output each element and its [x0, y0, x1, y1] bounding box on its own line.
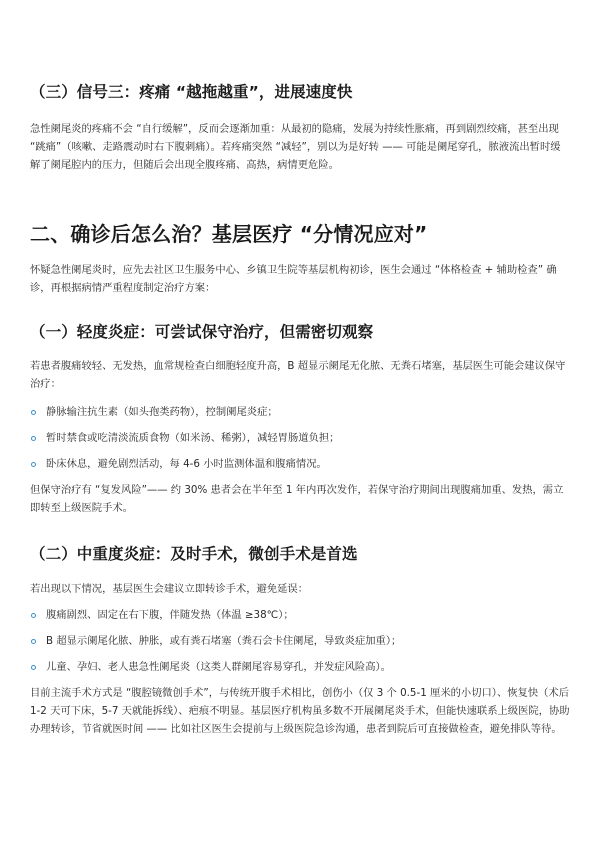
list-item-text: B 超显示阑尾化脓、肿胀，或有粪石堵塞（粪石会卡住阑尾，导致炎症加重）； [46, 635, 402, 647]
heading-treatment: 二、确诊后怎么治？基层医疗 “分情况应对” [30, 222, 428, 246]
list-item [30, 404, 570, 430]
paragraph-mild-intro: 若患者腹痛较轻、无发热，血常规检查白细胞轻度升高，B 超显示阑尾无化脓、无粪石堵塞，基层医生可能会建议保守治疗： [30, 360, 566, 390]
bullet-icon [31, 665, 36, 670]
list-item-text: 腹痛剧烈、固定在右下腹，伴随发热（体温 ≥38℃）； [46, 609, 294, 621]
list-item-text: 静脉输注抗生素（如头孢类药物），控制阑尾炎症； [46, 406, 278, 418]
list-item [30, 430, 570, 456]
list-mild-treatment [30, 404, 570, 482]
list-item [30, 456, 570, 482]
list-item [30, 633, 570, 659]
list-item-text: 儿童、孕妇、老人患急性阑尾炎（这类人群阑尾容易穿孔，并发症风险高）。 [46, 661, 391, 673]
bullet-icon [31, 436, 36, 441]
bullet-icon [31, 613, 36, 618]
heading-signal-three: （三）信号三：疼痛 “越拖越重”，进展速度快 [30, 83, 353, 101]
paragraph-treatment-intro: 怀疑急性阑尾炎时，应先去社区卫生服务中心、乡镇卫生院等基层机构初诊，医生会通过 “体格检查 + 辅助检查” 确诊，再根据病情严重程度制定治疗方案： [30, 264, 557, 294]
list-item [30, 659, 570, 685]
bullet-icon [31, 639, 36, 644]
bullet-icon [31, 410, 36, 415]
paragraph-mild-note: 但保守治疗有 “复发风险”—— 约 30% 患者会在半年至 1 年内再次发作，若保守治疗期间出现腹痛加重、发热，需立即转至上级医院手术。 [30, 484, 564, 514]
heading-mild-inflammation: （一）轻度炎症：可尝试保守治疗，但需密切观察 [30, 323, 374, 341]
heading-severe-inflammation: （二）中重度炎症：及时手术，微创手术是首选 [30, 545, 358, 563]
list-item-text: 暂时禁食或吃清淡流质食物（如米汤、稀粥），减轻胃肠道负担； [46, 432, 340, 444]
bullet-icon [31, 462, 36, 467]
list-severe-conditions [30, 607, 570, 685]
list-item [30, 607, 570, 633]
list-item-text: 卧床休息，避免剧烈活动，每 4-6 小时监测体温和腹痛情况。 [46, 458, 327, 470]
paragraph-severe-note: 目前主流手术方式是 “腹腔镜微创手术”，与传统开腹手术相比，创伤小（仅 3 个 0.5-1 厘米的小切口）、恢复快（术后 1-2 天可下床，5-7 天就能拆线）、疤痕不明显。基层医疗机构虽多数不开展阑尾炎手术，但能快速联系上级医院，协助办理转诊，节省就医时间 —— 比如社区医生会提前与上级医院急诊沟通，患者到院后可直接做检查，避免排队等待。 [30, 687, 570, 735]
paragraph-signal-three: 急性阑尾炎的疼痛不会 “自行缓解”，反而会逐渐加重：从最初的隐痛，发展为持续性胀痛，再到剧烈绞痛，甚至出现 “跳痛”（咳嗽、走路震动时右下腹刺痛）。若疼痛突然 “减轻”，别以为是好转 —— 可能是阑尾穿孔，脓液流出暂时缓解了阑尾腔内的压力，但随后会出现全腹疼痛、高热，病情更危险。 [30, 123, 561, 171]
paragraph-severe-intro: 若出现以下情况，基层医生会建议立即转诊手术，避免延误： [30, 583, 309, 595]
